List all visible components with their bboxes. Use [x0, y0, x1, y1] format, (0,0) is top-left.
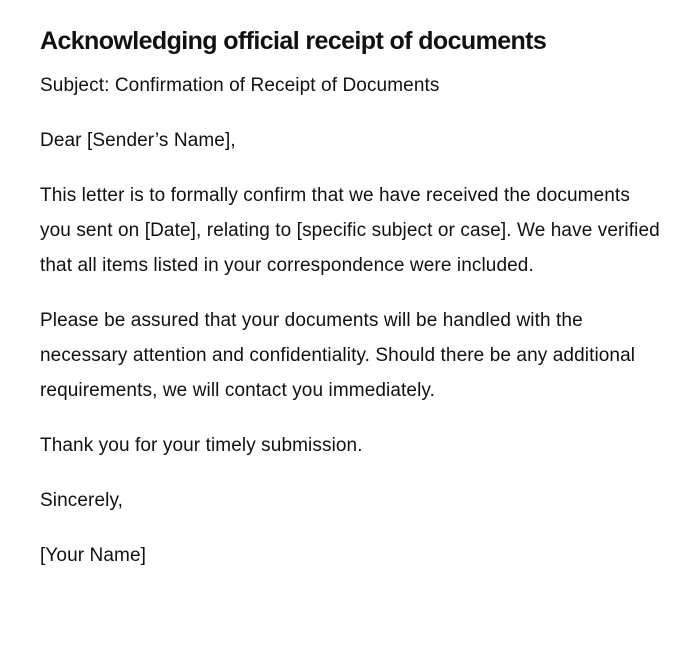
body-paragraph-2: Please be assured that your documents will be handled with the necessary attention and confidentiality. Should there be any additional requirements, we will contact you immediately. — [40, 310, 636, 401]
body-paragraph-3: Thank you for your timely submission. — [40, 435, 363, 456]
letter-document — [40, 26, 660, 573]
signature: [Your Name] — [40, 545, 147, 566]
closing: Sincerely, — [40, 490, 124, 511]
salutation: Dear [Sender’s Name], — [40, 130, 236, 151]
body-paragraph-1: This letter is to formally confirm that we have received the documents you sent on [Date], relating to [specific subject or case]. We have verified that all items listed in your correspondence were included. — [40, 185, 660, 276]
subject-line: Subject: Confirmation of Receipt of Documents — [40, 75, 440, 96]
document-title: Acknowledging official receipt of documents — [40, 27, 547, 55]
